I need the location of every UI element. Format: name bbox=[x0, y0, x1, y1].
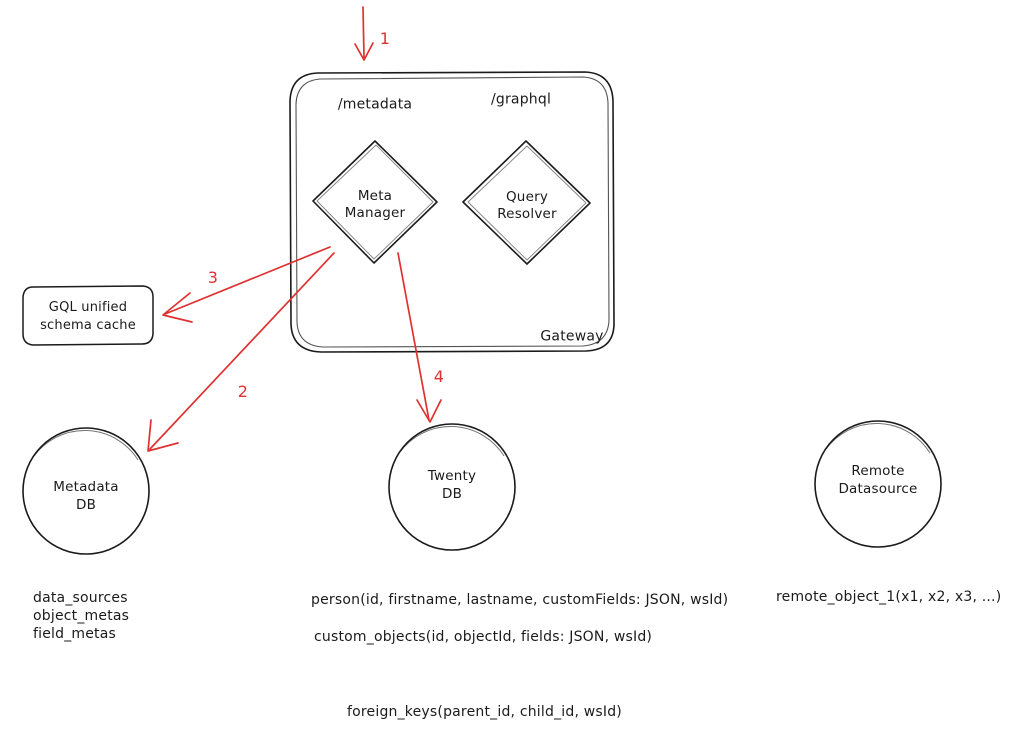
metadata-endpoint-label: /metadata bbox=[337, 96, 413, 113]
query-resolver-label-line2: Resolver bbox=[497, 205, 557, 222]
arrow-label-1: 1 bbox=[379, 29, 391, 49]
twenty-db-table-1: person(id, firstname, lastname, customFields: JSON, wsId) bbox=[311, 592, 729, 608]
arrow-label-4: 4 bbox=[433, 367, 445, 387]
metadata-db-table-1: data_sources bbox=[33, 590, 128, 606]
remote-datasource-label-line2: Datasource bbox=[838, 480, 918, 497]
query-resolver-label-line1: Query bbox=[505, 188, 549, 205]
arrow-label-3: 3 bbox=[207, 268, 219, 288]
metadata-db-label-line1: Metadata bbox=[53, 478, 119, 495]
metadata-db-table-2: object_metas bbox=[33, 608, 130, 624]
twenty-db-label-line1: Twenty bbox=[427, 467, 477, 484]
remote-object-table: remote_object_1(x1, x2, x3, ...) bbox=[776, 589, 1002, 605]
arrow-label-2: 2 bbox=[237, 382, 249, 402]
arrow-4 bbox=[398, 253, 441, 422]
arrow-1 bbox=[355, 7, 373, 60]
schema-cache-label-line1: GQL unified bbox=[48, 300, 128, 316]
meta-manager-label-line1: Meta bbox=[357, 187, 393, 204]
metadata-db-label-line2: DB bbox=[75, 496, 97, 513]
twenty-db-label-line2: DB bbox=[441, 485, 463, 502]
metadata-db-table-3: field_metas bbox=[33, 626, 117, 642]
schema-cache-label-line2: schema cache bbox=[40, 318, 136, 334]
twenty-db-table-2: custom_objects(id, objectId, fields: JSON, wsId) bbox=[314, 629, 653, 645]
meta-manager-label-line2: Manager bbox=[344, 204, 406, 221]
foreign-keys-table: foreign_keys(parent_id, child_id, wsId) bbox=[347, 704, 622, 720]
graphql-endpoint-label: /graphql bbox=[490, 91, 552, 108]
remote-datasource-label-line1: Remote bbox=[851, 462, 905, 479]
gateway-label: Gateway bbox=[540, 328, 604, 345]
